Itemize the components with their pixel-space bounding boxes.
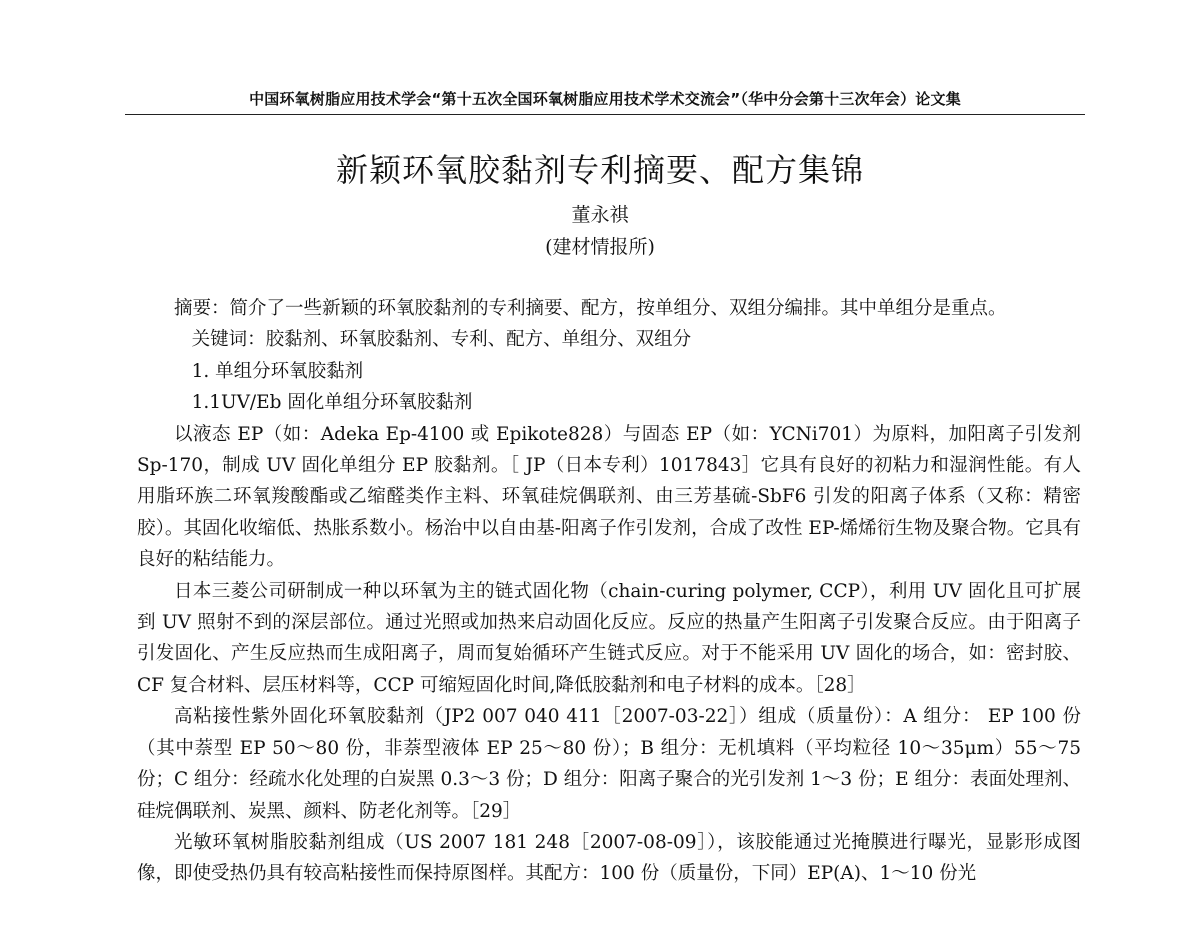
- section-heading-1-1: 1.1UV/Eb 固化单组分环氧胶黏剂: [191, 392, 473, 414]
- header-rule: [125, 114, 1085, 115]
- body-paragraph-1: 以液态 EP（如：Adeka Ep-4100 或 Epikote828）与固态 EP（如：YCNi701）为原料，加阳离子引发剂 Sp-170，制成 UV 固化单组分 EP 胶黏剂。［ JP（日本专利）1017843］它具有良好的初粘力和湿润性能。有人用脂环族二环氧羧酸酯或乙缩醛类作主料、环氧硅烷偶联剂、由三芳基硫-SbF6 引发的阳离子体系（又称：精密胶）。其固化收缩低、热胀系数小。杨治中以自由基-阳离子作引发剂，合成了改性 EP-烯烯衍生物及聚合物。它具有良好的粘结能力。: [137, 423, 1081, 571]
- running-header: 中国环氧树脂应用技术学会“第十五次全国环氧树脂应用技术学术交流会”（华中分会第十三次年会）论文集: [249, 90, 961, 108]
- body-paragraph-2: 日本三菱公司研制成一种以环氧为主的链式固化物（chain-curing polymer, CCP），利用 UV 固化且可扩展到 UV 照射不到的深层部位。通过光照或加热来启动固化反应。反应的热量产生阳离子引发聚合反应。由于阳离子引发固化、产生反应热而生成阳离子，周而复始循环产生链式反应。对于不能采用 UV 固化的场合，如：密封胶、CF 复合材料、层压材料等，CCP 可缩短固化时间,降低胶黏剂和电子材料的成本。［28］: [137, 580, 1081, 696]
- keywords-line: 关键词：胶黏剂、环氧胶黏剂、专利、配方、单组分、双组分: [191, 329, 692, 351]
- author-name: 董永祺: [571, 204, 629, 226]
- abstract-paragraph: 摘要：简介了一些新颖的环氧胶黏剂的专利摘要、配方，按单组分、双组分编排。其中单组分是重点。: [174, 298, 1007, 319]
- body-paragraph-4: 光敏环氧树脂胶黏剂组成（US 2007 181 248［2007-08-09］），该胶能通过光掩膜进行曝光，显影形成图像，即使受热仍具有较高粘接性而保持原图样。其配方：100 份（质量份，下同）EP(A)、1～10 份光: [137, 831, 1081, 885]
- body-text: [137, 293, 1081, 890]
- paper-title: 新颖环氧胶黏剂专利摘要、配方集锦: [335, 151, 864, 189]
- author-affiliation: (建材情报所): [545, 236, 655, 258]
- body-paragraph-3: 高粘接性紫外固化环氧胶黏剂（JP2 007 040 411［2007-03-22］）组成（质量份）：A 组分： EP 100 份（其中萘型 EP 50～80 份，非萘型液体 EP 25～80 份）；B 组分：无机填料（平均粒径 10～35μm）55～75 份；C 组分：经疏水化处理的白炭黑 0.3～3 份；D 组分：阳离子聚合的光引发剂 1～3 份；E 组分：表面处理剂、硅烷偶联剂、炭黑、颜料、防老化剂等。［29］: [137, 706, 1081, 822]
- section-heading-1: 1. 单组分环氧胶黏剂: [191, 360, 364, 382]
